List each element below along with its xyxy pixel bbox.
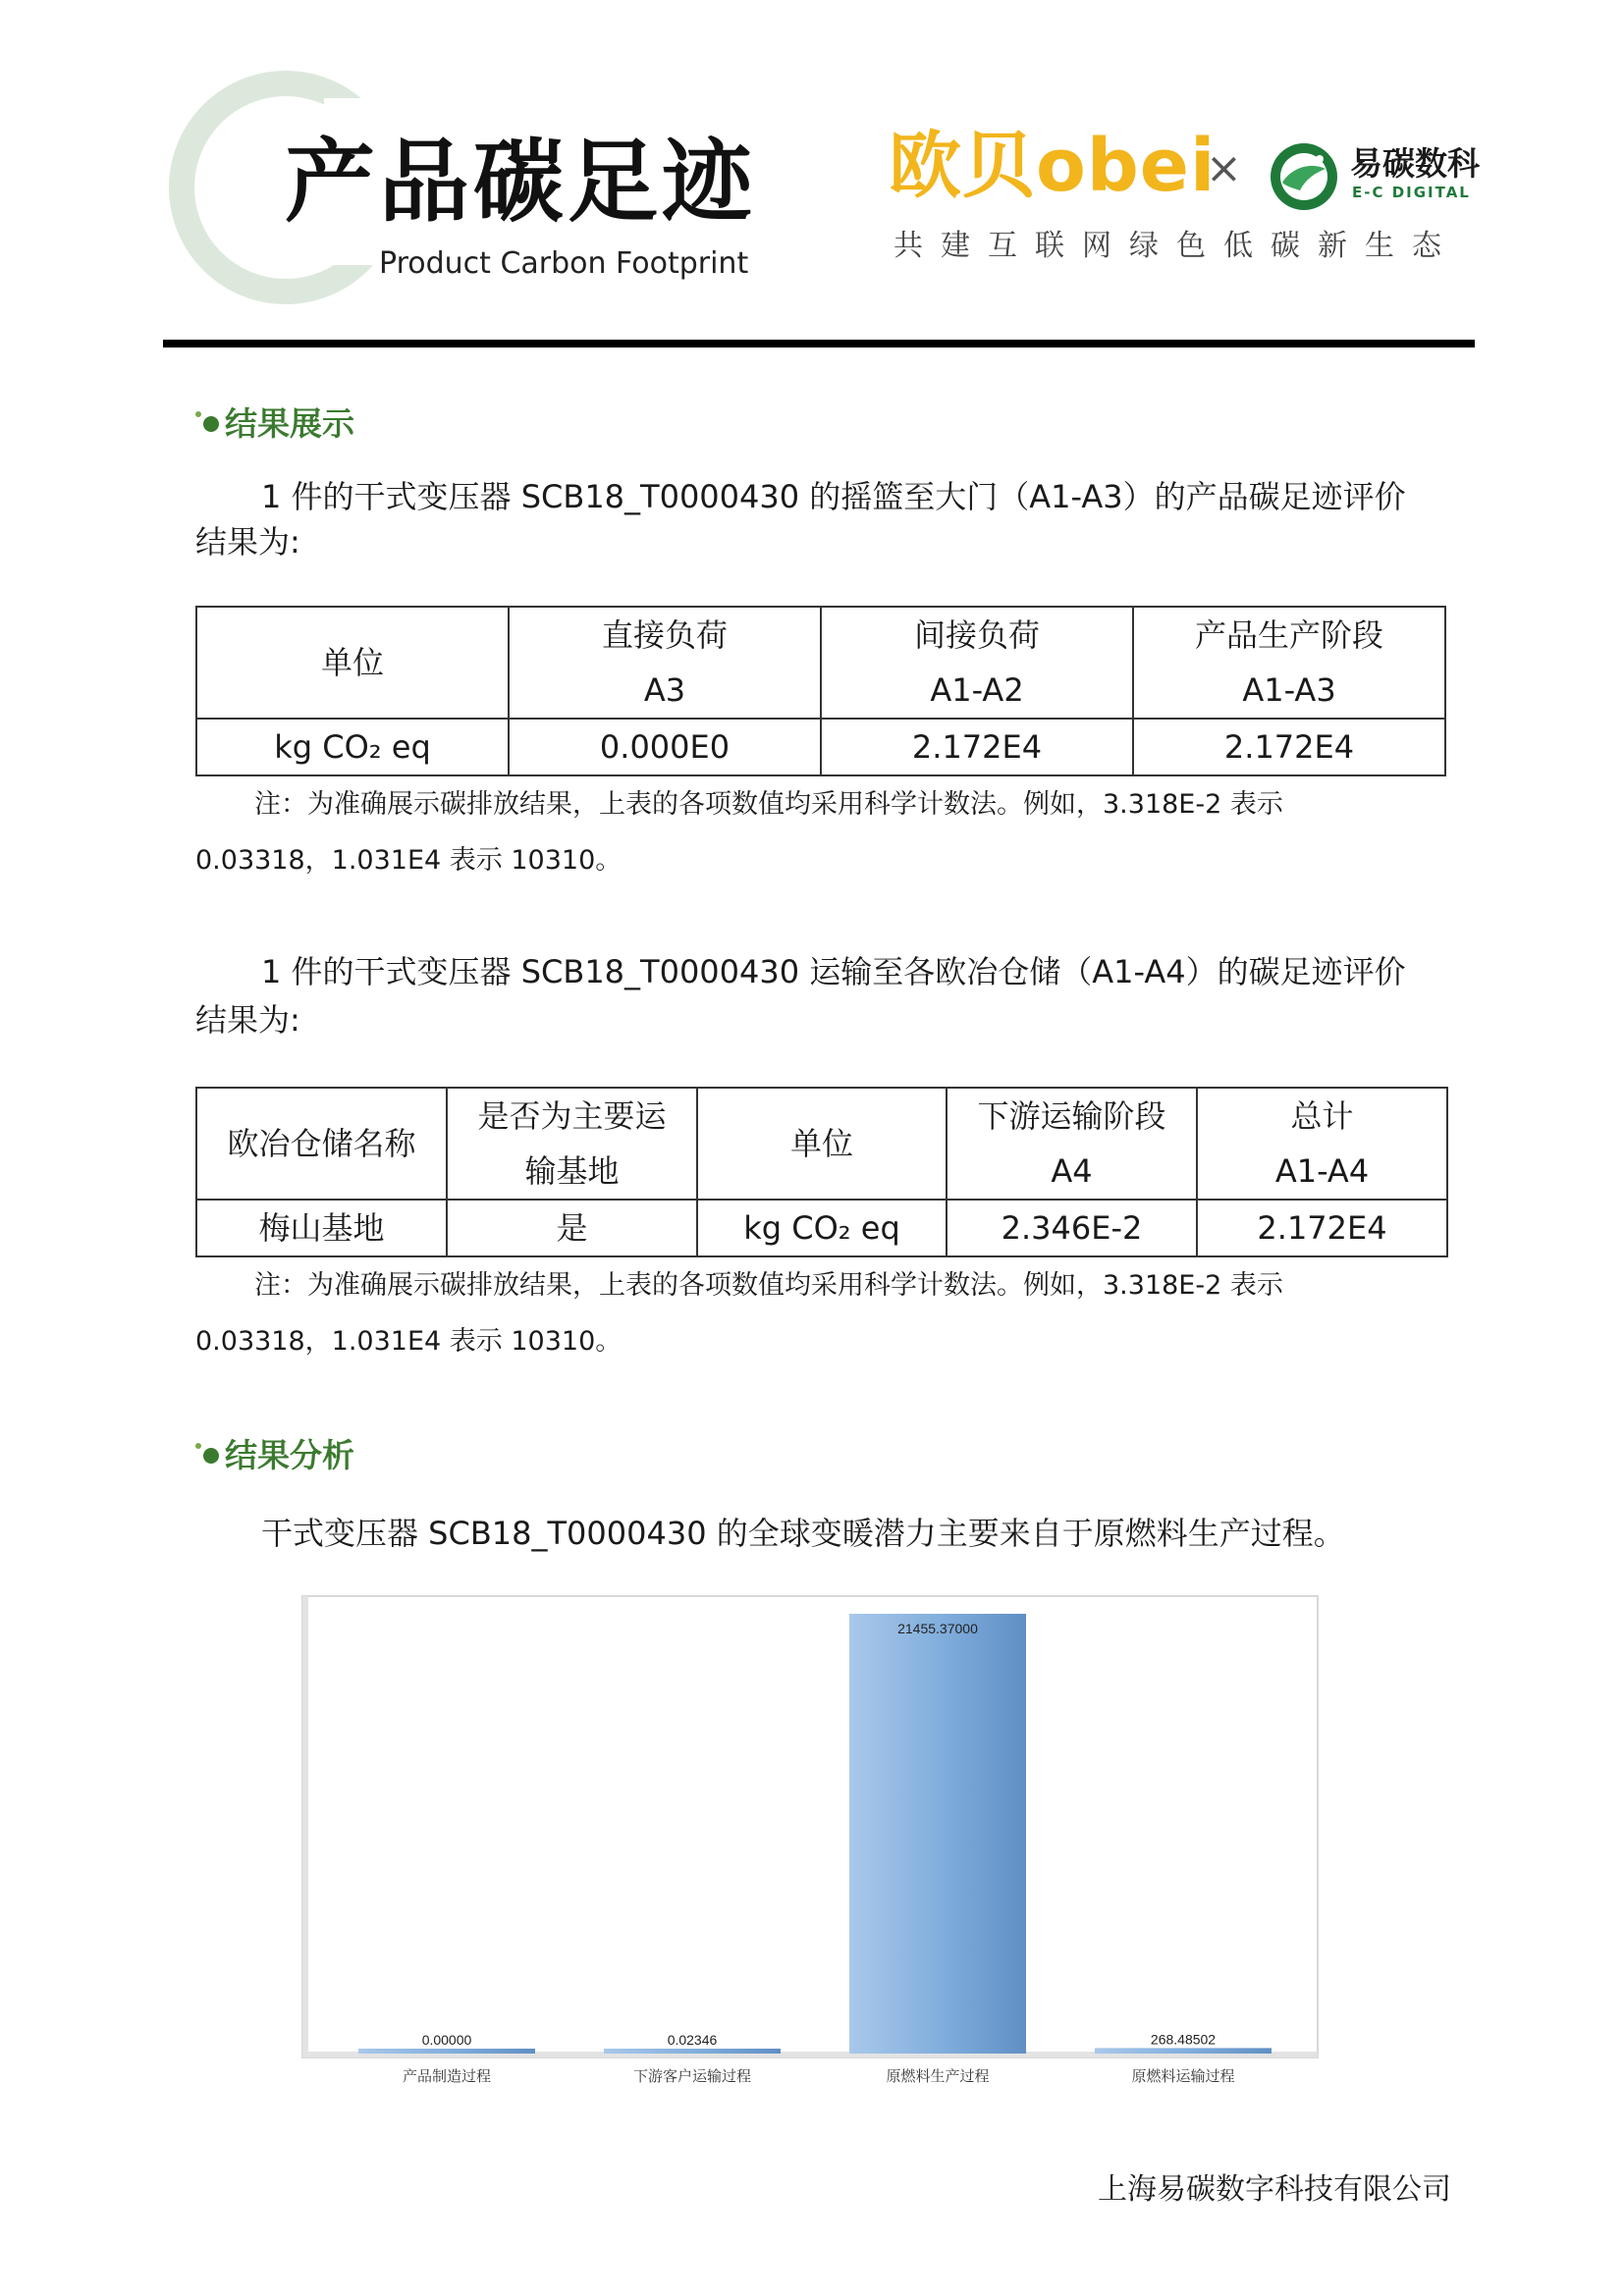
cell-warehouse: 梅山基地 (196, 1200, 447, 1256)
bar-3 (1095, 2048, 1272, 2054)
slogan: 共建互联网绿色低碳新生态 (893, 229, 1459, 263)
bar-2 (849, 1614, 1026, 2054)
times-icon: × (1206, 143, 1242, 193)
section-heading-text: 结果分析 (225, 1436, 354, 1474)
cell-direct: 0.000E0 (509, 719, 821, 775)
section-heading-analysis (195, 1436, 354, 1474)
bar-value-label-2: 21455.37000 (897, 1621, 978, 1636)
table-header-row (196, 1088, 1447, 1200)
table-row (196, 1200, 1447, 1256)
emissions-bar-chart (295, 1588, 1326, 2099)
bullet-icon (203, 416, 219, 432)
chart-plot-area (302, 1596, 1318, 2057)
category-label-2: 原燃料生产过程 (886, 2067, 990, 2085)
cell-unit: kg CO₂ eq (697, 1200, 947, 1256)
paragraph-a1a3-line2: 结果为: (195, 523, 300, 561)
footer-company: 上海易碳数字科技有限公司 (1098, 2172, 1451, 2207)
cell-main-base: 是 (447, 1200, 697, 1256)
ec-digital-name: 易碳数科 (1350, 144, 1480, 183)
cell-production: 2.172E4 (1133, 719, 1445, 775)
cell-total: 2.172E4 (1197, 1200, 1447, 1256)
obei-logo: 欧贝obei (889, 124, 1217, 208)
header-cell-downstream: 下游运输阶段 A4 (947, 1088, 1197, 1200)
category-label-3: 原燃料运输过程 (1131, 2067, 1235, 2085)
bar-value-label-3: 268.48502 (1150, 2031, 1217, 2048)
header-cell-unit: 单位 (196, 607, 509, 719)
page-title: 产品碳足迹 (285, 130, 757, 235)
note1-line2: 0.03318，1.031E4 表示 10310。 (195, 845, 623, 876)
note1-line1: 注：为准确展示碳排放结果，上表的各项数值均采用科学计数法。例如，3.318E-2 表示 (254, 789, 1283, 820)
header-cell-direct: 直接负荷 A3 (509, 607, 821, 719)
analysis-paragraph: 干式变压器 SCB18_T0000430 的全球变暖潜力主要来自于原燃料生产过程。 (261, 1515, 1345, 1552)
note2-line2: 0.03318，1.031E4 表示 10310。 (195, 1326, 623, 1357)
ec-digital-logo-icon (1267, 139, 1341, 214)
results-table-a1a4 (195, 1087, 1448, 1257)
bar-0 (358, 2049, 535, 2054)
bar-value-label-0: 0.00000 (421, 2032, 472, 2048)
section-heading-results (195, 404, 354, 443)
bullet-small-icon (195, 1443, 201, 1449)
header-cell-production: 产品生产阶段 A1-A3 (1133, 607, 1445, 719)
cell-downstream: 2.346E-2 (947, 1200, 1197, 1256)
header-cell-main-base: 是否为主要运 输基地 (447, 1088, 697, 1200)
table-row (196, 719, 1445, 775)
results-table-a1a3 (195, 606, 1446, 776)
chart-left-wall (302, 1596, 308, 2057)
paragraph-a1a4-line1: 1 件的干式变压器 SCB18_T0000430 运输至各欧冶仓储（A1-A4）的碳足迹评价 (261, 953, 1406, 990)
header-cell-warehouse: 欧冶仓储名称 (196, 1088, 447, 1200)
bullet-icon (203, 1448, 219, 1464)
ec-digital-english: E-C DIGITAL (1352, 184, 1471, 201)
table-header-row (196, 607, 1445, 719)
category-label-1: 下游客户运输过程 (632, 2067, 752, 2085)
bar-value-label-1: 0.02346 (667, 2032, 718, 2048)
cell-indirect: 2.172E4 (821, 719, 1133, 775)
header-cell-total: 总计 A1-A4 (1197, 1088, 1447, 1200)
header-cell-indirect: 间接负荷 A1-A2 (821, 607, 1133, 719)
paragraph-a1a3-line1: 1 件的干式变压器 SCB18_T0000430 的摇篮至大门（A1-A3）的产品碳足迹评价 (261, 478, 1406, 515)
header-divider (163, 340, 1475, 347)
page-subtitle: Product Carbon Footprint (379, 246, 749, 281)
note2-line1: 注：为准确展示碳排放结果，上表的各项数值均采用科学计数法。例如，3.318E-2 表示 (254, 1270, 1283, 1301)
header-cell-unit: 单位 (697, 1088, 947, 1200)
bar-1 (604, 2049, 781, 2054)
paragraph-a1a4-line2: 结果为: (195, 1001, 300, 1039)
cell-unit: kg CO₂ eq (196, 719, 509, 775)
category-label-0: 产品制造过程 (402, 2067, 492, 2085)
section-heading-text: 结果展示 (225, 404, 354, 443)
bullet-small-icon (195, 411, 201, 417)
